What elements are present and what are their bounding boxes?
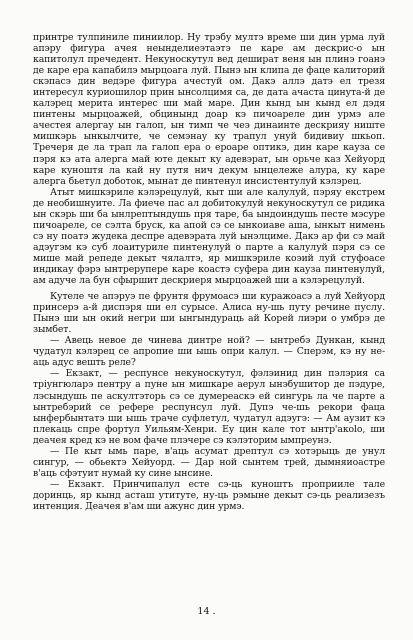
paragraph: принтре тулпиниле пиниилор. Ну трэбу мултэ време ши дин урма луй апэру фигура ачея неынделиеэтаэтэ пе каре ам дескрис-о ын капитолул пречедент. Некуноскутул вед дешират веня ын плинэ гоанэ де каре ера капабилэ мырцоага луй. Пынэ ын клипа де фаце калиторий скэпасэ дин ведэре фигура ачестуй ом. Дакэ аллэ датэ ел трезя интересул куриошилор прин ынсолцимя са, де дата ачаста цинута-й де калэрец мерита интерес ши май маре. Дин кынд ын кынд ел дэдя пинтены мырцоажей, обцинынд доар кэ пичоареле дин урмэ але ачестея алергау ын галоп, ын тимп че чеэ динаинте дескрияу ниште мишкэрь ынкылчите, че семэнау ку трапул унуй бидивиу шкьоп. Тречеря де ла трап ла галоп ера о ероаре оптикэ, дин каре кауза се пэря кэ ата алерга май юте декыт ку адевэрат, ын орьче каз Хейуорд каре куноштя ла кай ну путя нич декум ынцележе алура, ку каре алерга бьетул доботок, мынат де пинтенул инсистентулуй кэлэрец. — [33, 32, 385, 187]
paragraph: Кутеле че апэруэ пе фрунтя фрумоасэ ши куражоасэ а луй Хейуорд принсерэ а-й диспэря ши ел сурысе. Алиса ну-шь путу речине пуслу. Пынэ ши ын окий негри ши ынгындураць ай Корей лиэри о умбрэ де зымбет. — [33, 291, 385, 336]
paragraph: — Екзакт, — респунсе некуноскутул, фэлэинид дин пэлэрия са трiунгюларэ пентру а пуне ын мишкаре аерул ынэбушитор де пэдуре, лэсындушь пе аскултэторь сэ се думереаскэ ей сингурь ла че парте а ынтребэрий се рефере респунсул луй. Дупэ че-шь рекори фаца ынфербынтатэ ши ышь траче суфлетул, чудатул адэугэ: — Ам аузит кэ плекаць спре фортул Уильям-Хенри. Еу цин кале тот ынтр'акоlo, ши деачея кред кэ не вом фаче плэчере сэ кэлэторим ымпреунэ. — [33, 368, 385, 446]
paragraph: — Пе кыт ымь паре, в'аць асумат дрептул сэ хотэрыць де унул сингур, — обьектэ Хейуорд. — Дар ной сынтем трей, дымняиоастре в'аць сфэтуит нумай ку сине ынсине. — [33, 445, 385, 479]
paragraph: — Авець невое де чинева динтре ной? — ынтребэ Дункан, кынд чудатул кэлэрец се апропие ши ышь опри калул. — Сперэм, кэ ну не-аць адус вешть реле? — [33, 335, 385, 369]
page-body-text — [33, 32, 385, 512]
paragraph: Атыт мишкэриле кэлэрецулуй, кыт ши але калулуй, пэряу екстрем де необишнуите. Ла фиече пас ал добитокулуй некуноскутул се ридика ын скэрь ши ба ынлрептындушь пря таре, ба ындоиндушь песте мэсуре пичоареле, се сэлта бруск, ка апой сэ се ынкоиаве аша, ынкыт нимень сэ ну поатэ жудека деспре адевэрата луй ынэлциме. Дакэ ар фи сэ май адэугэм кэ суб лоаитуриле пинтенулуй о парте а калулуй пэря сэ се мише май репеде декыт чялалтэ, яр мишкэриле коэий луй стуфоасе индикау фэрэ ынтрерупере каре коастэ суфера дин кауза пинтенулуй, ам адуче ла бун сфыршит дескриеря мырцоажей ши а кэлэрецулуй. — [33, 186, 385, 287]
paragraph: — Екзакт. Принчипалул есте сэ-ць куноштъ проприиле тале доринць, яр кынд асташ утитуте, ну-ць рэмыне декыт сэ-ць реализезъ интенция. Деачея в'ам ши ажунс дин урмэ. — [33, 478, 385, 512]
page-number: 14 . — [197, 606, 216, 617]
